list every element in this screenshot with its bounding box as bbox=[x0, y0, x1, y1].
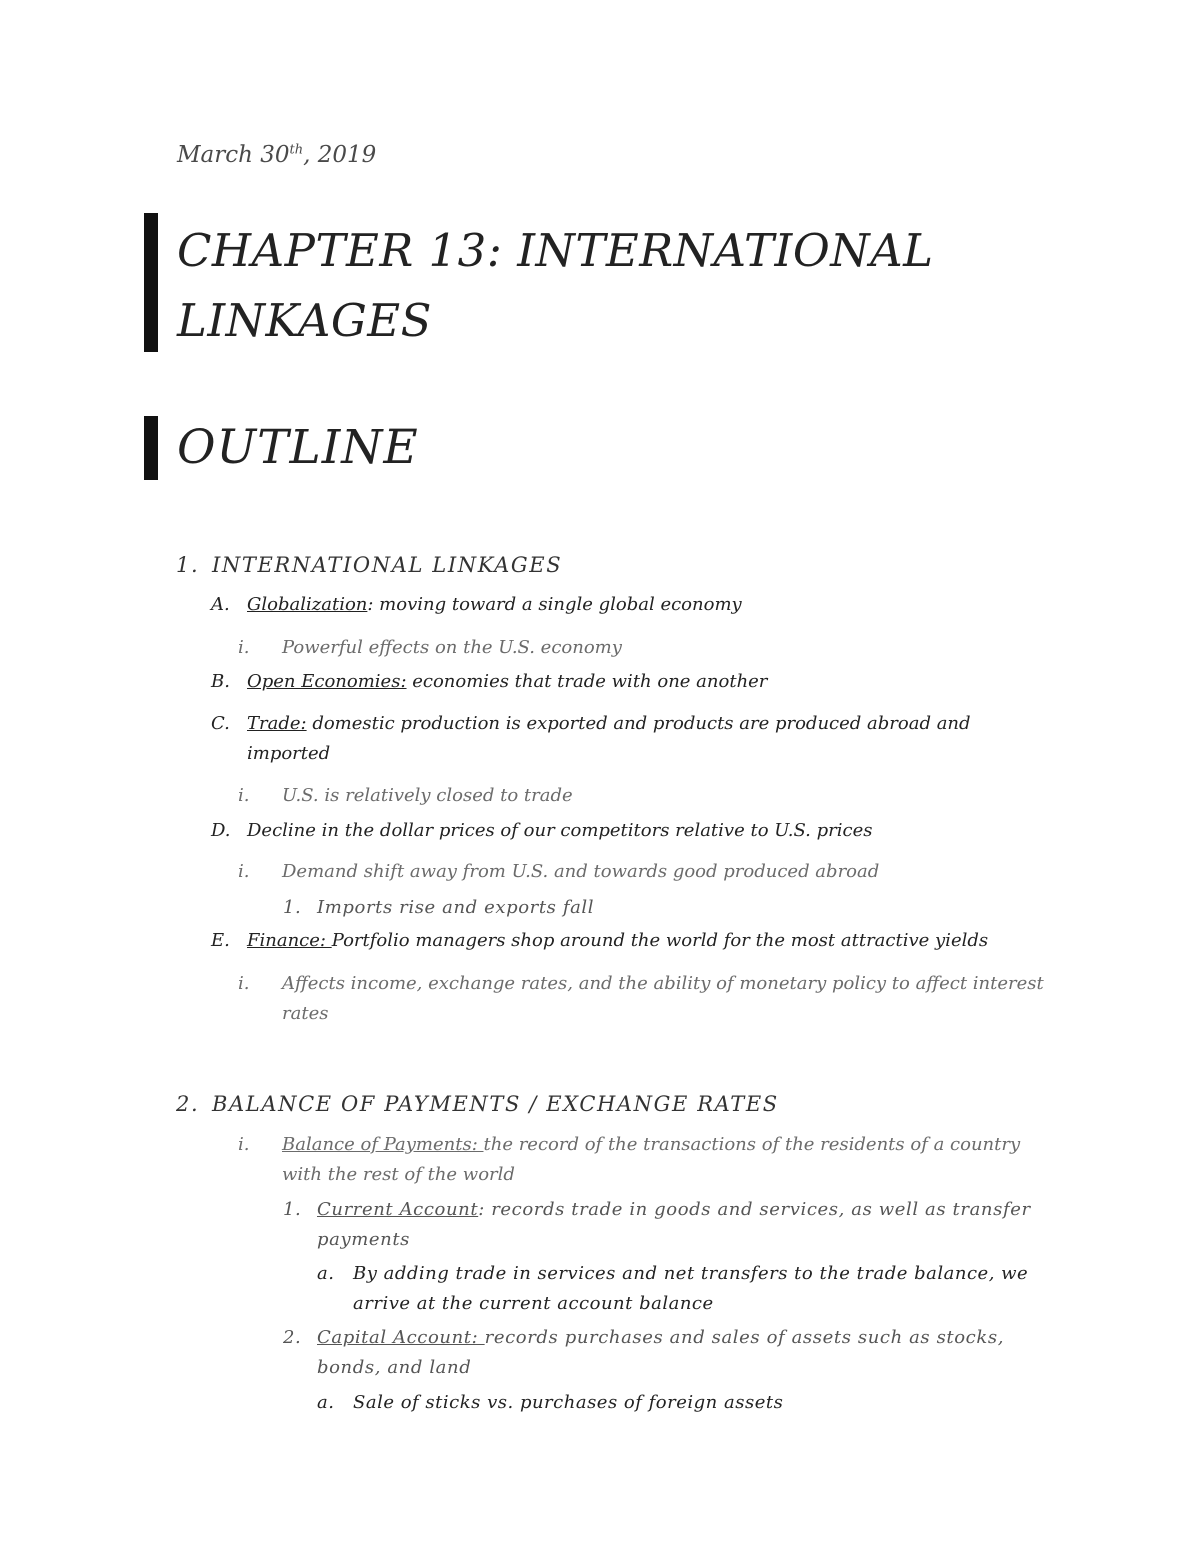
list-item-trade bbox=[211, 709, 971, 769]
section-heading-2 bbox=[176, 1092, 779, 1116]
item-text: Powerful effects on the U.S. economy bbox=[282, 637, 622, 658]
chapter-title-bar bbox=[144, 213, 158, 352]
item-text: Demand shift away from U.S. and towards good produced abroad bbox=[282, 861, 880, 882]
list-marker: i. bbox=[238, 861, 250, 882]
list-item-balance-of-payments bbox=[238, 1130, 1021, 1190]
item-text-continued: rates bbox=[282, 1003, 329, 1024]
list-marker: C. bbox=[211, 713, 230, 734]
definition-continued: with the rest of the world bbox=[282, 1164, 515, 1185]
list-item-decline-prices bbox=[211, 820, 873, 841]
item-text: U.S. is relatively closed to trade bbox=[282, 785, 573, 806]
list-item-effects bbox=[238, 637, 622, 658]
item-text: Affects income, exchange rates, and the ability of monetary policy to affect interest bbox=[282, 973, 1044, 994]
item-text: Imports rise and exports fall bbox=[317, 897, 595, 918]
section-title: BALANCE OF PAYMENTS / EXCHANGE RATES bbox=[212, 1092, 779, 1116]
definition: : records trade in goods and services, as well as transfer bbox=[478, 1199, 1031, 1220]
list-marker: a. bbox=[317, 1392, 335, 1413]
list-marker: A. bbox=[211, 594, 230, 615]
list-marker: D. bbox=[211, 820, 231, 841]
list-item-sale-of-sticks bbox=[317, 1392, 784, 1413]
date-year: , 2019 bbox=[303, 142, 377, 168]
chapter-title: CHAPTER 13: INTERNATIONAL LINKAGES bbox=[177, 224, 934, 347]
term: Finance: bbox=[247, 930, 332, 951]
item-text-continued: arrive at the current account balance bbox=[353, 1293, 714, 1314]
list-item-closed-to-trade bbox=[238, 785, 573, 806]
definition: moving toward a single global economy bbox=[373, 594, 742, 615]
list-marker: 2. bbox=[283, 1327, 302, 1348]
list-marker: i. bbox=[238, 973, 250, 994]
list-marker: i. bbox=[238, 637, 250, 658]
section-number: 1. bbox=[176, 553, 200, 577]
definition: Portfolio managers shop around the world for the most attractive yields bbox=[331, 930, 989, 951]
term: Current Account bbox=[317, 1199, 479, 1220]
list-item-imports-rise bbox=[283, 897, 595, 918]
term: Capital Account: bbox=[317, 1327, 485, 1348]
list-marker: B. bbox=[211, 671, 230, 692]
list-marker: a. bbox=[317, 1263, 335, 1284]
list-item-affects-income bbox=[238, 969, 1044, 1029]
term: Globalization bbox=[247, 594, 368, 615]
document-date bbox=[177, 142, 376, 168]
section-title: INTERNATIONAL LINKAGES bbox=[212, 553, 563, 577]
list-item-capital-account bbox=[283, 1323, 1005, 1383]
list-marker: 1. bbox=[283, 1199, 302, 1220]
term-separator: : bbox=[367, 594, 374, 615]
outline-title-bar bbox=[144, 416, 158, 480]
definition: domestic production is exported and products are produced abroad and bbox=[306, 713, 971, 734]
item-text: By adding trade in services and net transfers to the trade balance, we bbox=[353, 1263, 1029, 1284]
list-item-current-account-balance bbox=[317, 1259, 1029, 1319]
section-number: 2. bbox=[176, 1092, 200, 1116]
definition: records purchases and sales of assets such as stocks, bbox=[484, 1327, 1005, 1348]
list-item-open-economies bbox=[211, 671, 768, 692]
definition-continued: payments bbox=[317, 1229, 411, 1250]
definition-continued: imported bbox=[247, 743, 331, 764]
definition: economies that trade with one another bbox=[406, 671, 768, 692]
section-heading-1 bbox=[176, 553, 563, 577]
list-item-current-account bbox=[283, 1195, 1031, 1255]
date-superscript: th bbox=[289, 142, 304, 158]
list-marker: E. bbox=[211, 930, 230, 951]
term: Trade: bbox=[247, 713, 307, 734]
list-marker: i. bbox=[238, 785, 250, 806]
item-text: Sale of sticks vs. purchases of foreign assets bbox=[353, 1392, 784, 1413]
definition: the record of the transactions of the residents of a country bbox=[483, 1134, 1021, 1155]
term: Open Economies: bbox=[247, 671, 407, 692]
definition-continued: bonds, and land bbox=[317, 1357, 472, 1378]
term: Balance of Payments: bbox=[282, 1134, 484, 1155]
list-item-demand-shift bbox=[238, 861, 880, 882]
date-text: March 30 bbox=[177, 142, 290, 168]
item-text: Decline in the dollar prices of our competitors relative to U.S. prices bbox=[247, 820, 873, 841]
list-item-finance bbox=[211, 930, 989, 951]
list-marker: 1. bbox=[283, 897, 302, 918]
list-item-globalization bbox=[211, 594, 742, 615]
outline-title: OUTLINE bbox=[177, 420, 419, 475]
list-marker: i. bbox=[238, 1134, 250, 1155]
